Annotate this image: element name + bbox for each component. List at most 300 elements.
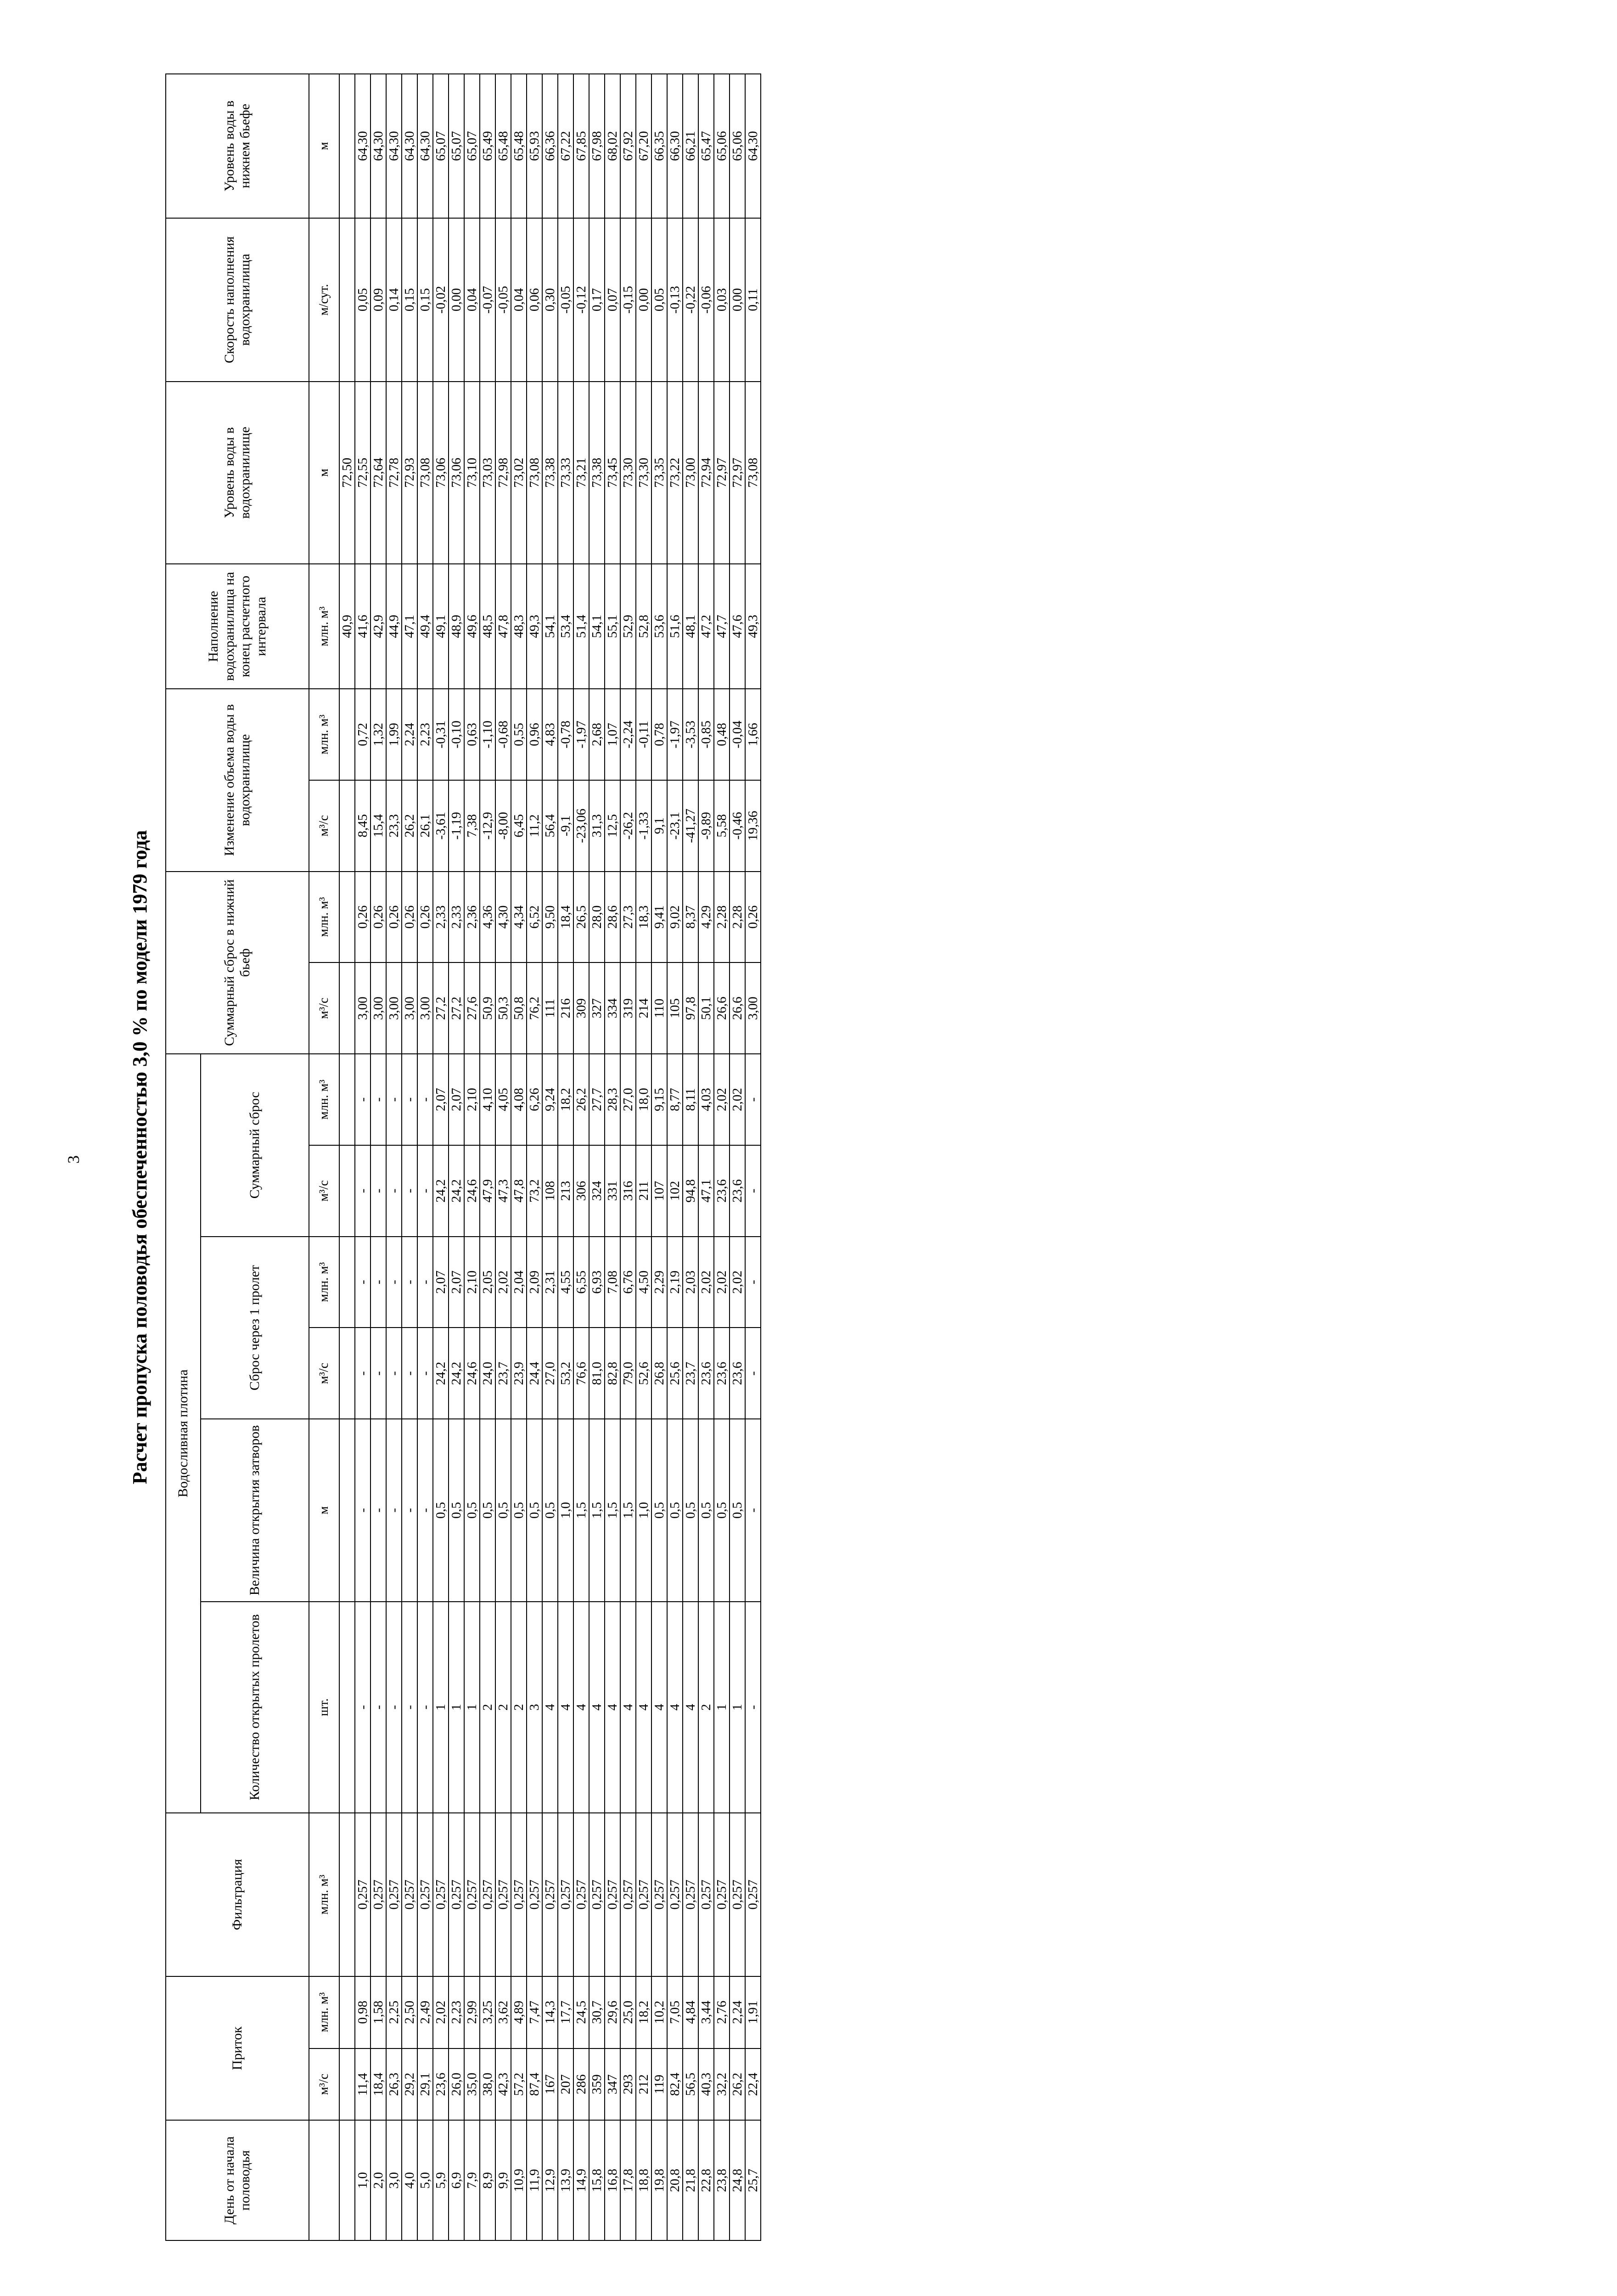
table-cell: -26,2 xyxy=(620,780,636,872)
table-cell: 359 xyxy=(589,2048,605,2121)
table-cell: 4 xyxy=(542,1602,558,1813)
table-cell xyxy=(339,1602,355,1813)
table-cell: 0,15 xyxy=(402,218,417,382)
unit-cell: млн. м³ xyxy=(309,564,339,689)
table-cell: - xyxy=(371,1237,386,1328)
table-cell: 2,23 xyxy=(417,689,433,780)
table-cell: 1,0 xyxy=(355,2120,371,2240)
table-cell: 5,58 xyxy=(714,780,730,872)
table-cell: 73,35 xyxy=(651,382,667,564)
table-cell: 65,06 xyxy=(714,74,730,218)
table-cell: 52,9 xyxy=(620,564,636,689)
table-cell: 26,3 xyxy=(386,2048,402,2121)
table-cell: - xyxy=(745,1328,761,1419)
table-cell: 18,4 xyxy=(371,2048,386,2121)
table-cell: 65,49 xyxy=(480,74,495,218)
table-cell: 293 xyxy=(620,2048,636,2121)
table-cell: - xyxy=(371,1054,386,1145)
table-cell: 22,8 xyxy=(698,2120,714,2240)
table-cell: 1,0 xyxy=(558,1419,573,1602)
table-cell: 7,05 xyxy=(667,1976,683,2048)
table-cell: 3,25 xyxy=(480,1976,495,2048)
table-cell: 8,37 xyxy=(683,872,698,963)
table-cell: 107 xyxy=(651,1145,667,1237)
table-row xyxy=(355,74,371,2240)
table-cell: 2 xyxy=(698,1602,714,1813)
table-cell: 73,08 xyxy=(527,382,542,564)
table-cell: 50,1 xyxy=(698,962,714,1054)
table-cell: 72,93 xyxy=(402,382,417,564)
table-row xyxy=(402,74,417,2240)
table-cell: - xyxy=(355,1419,371,1602)
table-row xyxy=(417,74,433,2240)
table-cell: 76,2 xyxy=(527,962,542,1054)
table-cell: 51,6 xyxy=(667,564,683,689)
table-cell: 41,6 xyxy=(355,564,371,689)
table-cell: 48,9 xyxy=(449,564,464,689)
table-cell: 50,8 xyxy=(511,962,527,1054)
table-cell: 1,91 xyxy=(745,1976,761,2048)
table-cell: 0,257 xyxy=(605,1813,620,1976)
table-cell: 27,0 xyxy=(542,1328,558,1419)
table-cell: -23,1 xyxy=(667,780,683,872)
table-cell: 213 xyxy=(558,1145,573,1237)
table-cell: 23,7 xyxy=(495,1328,511,1419)
table-cell: 72,78 xyxy=(386,382,402,564)
table-cell: -23,06 xyxy=(573,780,589,872)
table-cell: 15,4 xyxy=(371,780,386,872)
table-cell: 4,03 xyxy=(698,1054,714,1145)
table-row xyxy=(714,74,730,2240)
table-cell: -1,33 xyxy=(636,780,651,872)
table-cell: -0,78 xyxy=(558,689,573,780)
table-cell: 49,1 xyxy=(433,564,449,689)
table-cell: 65,06 xyxy=(730,74,745,218)
table-cell: 26,8 xyxy=(651,1328,667,1419)
table-cell: 29,1 xyxy=(417,2048,433,2121)
table-cell: 4 xyxy=(558,1602,573,1813)
table-cell: 0,09 xyxy=(371,218,386,382)
table-cell: -0,05 xyxy=(558,218,573,382)
table-cell: 111 xyxy=(542,962,558,1054)
table-cell: - xyxy=(745,1237,761,1328)
table-cell: 0,96 xyxy=(527,689,542,780)
table-cell: 2,05 xyxy=(480,1237,495,1328)
table-cell: 18,0 xyxy=(636,1054,651,1145)
table-cell: - xyxy=(417,1237,433,1328)
table-cell: 2,02 xyxy=(730,1237,745,1328)
table-cell: 26,0 xyxy=(449,2048,464,2121)
table-cell: - xyxy=(386,1328,402,1419)
table-cell: 0,5 xyxy=(651,1419,667,1602)
table-cell: 24,2 xyxy=(433,1145,449,1237)
table-cell: 1,66 xyxy=(745,689,761,780)
table-cell: 54,1 xyxy=(542,564,558,689)
table-cell: 9,50 xyxy=(542,872,558,963)
table-cell: - xyxy=(402,1602,417,1813)
table-cell xyxy=(339,780,355,872)
table-cell: 6,55 xyxy=(573,1237,589,1328)
header-discharge-one-span: Сброс через 1 пролет xyxy=(201,1237,309,1419)
table-cell: 0,5 xyxy=(667,1419,683,1602)
table-cell: 73,38 xyxy=(542,382,558,564)
table-cell: 23,6 xyxy=(714,1328,730,1419)
table-row xyxy=(620,74,636,2240)
table-cell: 67,22 xyxy=(558,74,573,218)
table-cell: 0,72 xyxy=(355,689,371,780)
table-cell: 3,00 xyxy=(355,962,371,1054)
table-cell: 6,45 xyxy=(511,780,527,872)
table-cell: 49,3 xyxy=(527,564,542,689)
table-cell xyxy=(339,1054,355,1145)
table-cell: 42,9 xyxy=(371,564,386,689)
table-cell: 0,257 xyxy=(402,1813,417,1976)
table-cell: 0,5 xyxy=(511,1419,527,1602)
table-cell: 65,07 xyxy=(464,74,480,218)
table-cell: 72,50 xyxy=(339,382,355,564)
table-cell: 5,0 xyxy=(417,2120,433,2240)
table-cell: 6,52 xyxy=(527,872,542,963)
table-cell: 47,8 xyxy=(511,1145,527,1237)
table-cell: 65,47 xyxy=(698,74,714,218)
table-cell: 65,93 xyxy=(527,74,542,218)
table-cell xyxy=(339,74,355,218)
table-cell: 0,5 xyxy=(542,1419,558,1602)
table-cell: 72,64 xyxy=(371,382,386,564)
unit-cell: млн. м³ xyxy=(309,1054,339,1145)
table-cell: 65,48 xyxy=(511,74,527,218)
table-cell: 2,28 xyxy=(730,872,745,963)
table-cell: 21,8 xyxy=(683,2120,698,2240)
table-cell: 11,4 xyxy=(355,2048,371,2121)
table-cell: 2,24 xyxy=(730,1976,745,2048)
table-cell: 64,30 xyxy=(371,74,386,218)
table-cell: 0,257 xyxy=(667,1813,683,1976)
table-cell: 73,03 xyxy=(480,382,495,564)
table-cell: -0,15 xyxy=(620,218,636,382)
header-inflow: Приток xyxy=(166,1976,309,2121)
table-cell: 52,8 xyxy=(636,564,651,689)
table-cell: 4 xyxy=(573,1602,589,1813)
table-cell: 24,2 xyxy=(449,1328,464,1419)
table-cell: 1,58 xyxy=(371,1976,386,2048)
table-cell: 73,33 xyxy=(558,382,573,564)
table-cell: 0,5 xyxy=(433,1419,449,1602)
table-cell: 2,25 xyxy=(386,1976,402,2048)
table-cell: 19,8 xyxy=(651,2120,667,2240)
table-cell: 26,6 xyxy=(730,962,745,1054)
table-cell: 0,48 xyxy=(714,689,730,780)
table-cell: 0,5 xyxy=(730,1419,745,1602)
table-cell: 1 xyxy=(730,1602,745,1813)
table-cell: - xyxy=(402,1237,417,1328)
table-cell: 2,02 xyxy=(698,1237,714,1328)
table-row xyxy=(698,74,714,2240)
table-cell: 2,10 xyxy=(464,1237,480,1328)
table-row xyxy=(495,74,511,2240)
table-cell: 0,26 xyxy=(417,872,433,963)
table-cell: 68,02 xyxy=(605,74,620,218)
table-cell: 2,76 xyxy=(714,1976,730,2048)
unit-cell: м³/с xyxy=(309,1145,339,1237)
table-cell: - xyxy=(417,1328,433,1419)
table-cell: 9,1 xyxy=(651,780,667,872)
table-cell xyxy=(339,2120,355,2240)
table-cell xyxy=(339,1145,355,1237)
table-cell: 47,3 xyxy=(495,1145,511,1237)
table-cell: 47,9 xyxy=(480,1145,495,1237)
table-cell: 0,5 xyxy=(449,1419,464,1602)
table-cell: 27,7 xyxy=(589,1054,605,1145)
table-cell: 49,6 xyxy=(464,564,480,689)
table-cell: 4,84 xyxy=(683,1976,698,2048)
table-cell: 2,49 xyxy=(417,1976,433,2048)
table-cell: 23,8 xyxy=(714,2120,730,2240)
table-cell: 2,07 xyxy=(433,1237,449,1328)
table-cell: 8,77 xyxy=(667,1054,683,1145)
table-cell: 23,6 xyxy=(730,1328,745,1419)
table-cell: - xyxy=(386,1145,402,1237)
table-row xyxy=(542,74,558,2240)
table-cell: 1 xyxy=(433,1602,449,1813)
table-cell: 0,257 xyxy=(417,1813,433,1976)
table-cell: 1 xyxy=(464,1602,480,1813)
table-cell: 8,45 xyxy=(355,780,371,872)
table-cell: 0,5 xyxy=(480,1419,495,1602)
table-cell: 23,6 xyxy=(714,1145,730,1237)
table-cell: -41,27 xyxy=(683,780,698,872)
table-cell xyxy=(339,962,355,1054)
header-filtration: Фильтрация xyxy=(166,1813,309,1976)
table-cell: 54,1 xyxy=(589,564,605,689)
table-cell: 9,9 xyxy=(495,2120,511,2240)
table-cell: -0,07 xyxy=(480,218,495,382)
table-cell: -9,89 xyxy=(698,780,714,872)
table-cell: 0,04 xyxy=(464,218,480,382)
table-cell: 1,5 xyxy=(573,1419,589,1602)
table-cell: 2 xyxy=(495,1602,511,1813)
table-cell: 24,0 xyxy=(480,1328,495,1419)
table-cell: 64,30 xyxy=(355,74,371,218)
table-cell: - xyxy=(371,1145,386,1237)
table-cell: 2,24 xyxy=(402,689,417,780)
table-cell: - xyxy=(371,1328,386,1419)
table-cell: 4,0 xyxy=(402,2120,417,2240)
table-row xyxy=(683,74,698,2240)
table-cell: 26,2 xyxy=(402,780,417,872)
table-cell: 14,3 xyxy=(542,1976,558,2048)
table-cell: 0,257 xyxy=(651,1813,667,1976)
table-cell xyxy=(339,1237,355,1328)
unit-cell: м/сут. xyxy=(309,218,339,382)
table-cell: 47,1 xyxy=(698,1145,714,1237)
table-cell: 73,38 xyxy=(589,382,605,564)
table-cell xyxy=(339,872,355,963)
table-cell: - xyxy=(371,1419,386,1602)
table-cell xyxy=(339,2048,355,2121)
table-cell: 0,257 xyxy=(480,1813,495,1976)
table-row xyxy=(651,74,667,2240)
table-cell: 14,9 xyxy=(573,2120,589,2240)
table-cell: 73,06 xyxy=(449,382,464,564)
table-cell: 73,30 xyxy=(636,382,651,564)
table-cell: 6,26 xyxy=(527,1054,542,1145)
table-cell: 2,09 xyxy=(527,1237,542,1328)
table-cell: 24,2 xyxy=(449,1145,464,1237)
table-cell: -0,10 xyxy=(449,689,464,780)
table-cell: 0,78 xyxy=(651,689,667,780)
unit-cell: м xyxy=(309,1419,339,1602)
table-cell: 0,257 xyxy=(542,1813,558,1976)
unit-cell: м xyxy=(309,74,339,218)
table-cell: 23,6 xyxy=(698,1328,714,1419)
table-cell: 25,6 xyxy=(667,1328,683,1419)
table-cell: 57,2 xyxy=(511,2048,527,2121)
table-cell: 9,24 xyxy=(542,1054,558,1145)
table-cell: 2,07 xyxy=(449,1237,464,1328)
table-cell: 65,07 xyxy=(433,74,449,218)
table-cell: 2,50 xyxy=(402,1976,417,2048)
table-row xyxy=(433,74,449,2240)
table-cell: 64,30 xyxy=(386,74,402,218)
table-cell: 73,00 xyxy=(683,382,698,564)
table-cell: 27,0 xyxy=(620,1054,636,1145)
table-row xyxy=(527,74,542,2240)
table-cell: - xyxy=(386,1237,402,1328)
table-cell: 0,257 xyxy=(511,1813,527,1976)
table-cell: 0,257 xyxy=(464,1813,480,1976)
table-cell: 2,02 xyxy=(714,1054,730,1145)
table-cell: - xyxy=(371,1602,386,1813)
table-cell: 72,55 xyxy=(355,382,371,564)
table-cell: 7,9 xyxy=(464,2120,480,2240)
table-cell: 15,8 xyxy=(589,2120,605,2240)
table-cell: 23,6 xyxy=(730,1145,745,1237)
table-cell: 2,68 xyxy=(589,689,605,780)
table-cell: 334 xyxy=(605,962,620,1054)
table-cell: 9,15 xyxy=(651,1054,667,1145)
table-cell: 0,257 xyxy=(636,1813,651,1976)
table-cell: 27,2 xyxy=(449,962,464,1054)
table-cell: 35,0 xyxy=(464,2048,480,2121)
table-cell: 0,257 xyxy=(355,1813,371,1976)
table-cell: 64,30 xyxy=(745,74,761,218)
table-cell: 7,47 xyxy=(527,1976,542,2048)
table-cell: - xyxy=(355,1054,371,1145)
table-cell: 26,2 xyxy=(573,1054,589,1145)
table-cell: 4 xyxy=(651,1602,667,1813)
table-cell: 48,3 xyxy=(511,564,527,689)
table-cell: 56,4 xyxy=(542,780,558,872)
table-cell: - xyxy=(386,1602,402,1813)
table-cell: 53,2 xyxy=(558,1328,573,1419)
table-cell: 47,2 xyxy=(698,564,714,689)
table-cell: 2 xyxy=(511,1602,527,1813)
table-row xyxy=(667,74,683,2240)
table-cell: 105 xyxy=(667,962,683,1054)
table-cell: - xyxy=(402,1054,417,1145)
table-cell: 2,02 xyxy=(714,1237,730,1328)
table-cell: 64,30 xyxy=(402,74,417,218)
table-cell: 4,08 xyxy=(511,1054,527,1145)
document-title: Расчет пропуска половодья обеспеченностью 3,0 % по модели 1979 года xyxy=(129,830,151,1485)
table-cell: 3,00 xyxy=(371,962,386,1054)
table-cell: -0,05 xyxy=(495,218,511,382)
table-cell: 0,5 xyxy=(683,1419,698,1602)
table-cell: 4,55 xyxy=(558,1237,573,1328)
table-row xyxy=(371,74,386,2240)
table-cell: -1,19 xyxy=(449,780,464,872)
table-cell: -12,9 xyxy=(480,780,495,872)
table-cell: 2,28 xyxy=(714,872,730,963)
table-cell: 2,31 xyxy=(542,1237,558,1328)
table-cell: -0,22 xyxy=(683,218,698,382)
table-row xyxy=(573,74,589,2240)
table-cell: 24,6 xyxy=(464,1328,480,1419)
table-row xyxy=(745,74,761,2240)
header-open-spans: Количество открытых пролетов xyxy=(201,1602,309,1813)
table-cell: 3,62 xyxy=(495,1976,511,2048)
table-cell: 13,9 xyxy=(558,2120,573,2240)
table-cell: -3,61 xyxy=(433,780,449,872)
table-cell: 0,17 xyxy=(589,218,605,382)
table-cell: 108 xyxy=(542,1145,558,1237)
table-cell: - xyxy=(417,1419,433,1602)
table-cell: 55,1 xyxy=(605,564,620,689)
table-cell: 40,3 xyxy=(698,2048,714,2121)
table-cell: 2,36 xyxy=(464,872,480,963)
unit-cell: м xyxy=(309,382,339,564)
table-cell: 102 xyxy=(667,1145,683,1237)
table-cell: 79,0 xyxy=(620,1328,636,1419)
table-cell: 2,07 xyxy=(449,1054,464,1145)
table-cell: 1 xyxy=(714,1602,730,1813)
table-cell xyxy=(339,1813,355,1976)
table-cell: 4,05 xyxy=(495,1054,511,1145)
table-cell: 25,0 xyxy=(620,1976,636,2048)
table-cell: -0,04 xyxy=(730,689,745,780)
table-cell: 0,257 xyxy=(714,1813,730,1976)
table-cell: 17,8 xyxy=(620,2120,636,2240)
table-cell: 10,2 xyxy=(651,1976,667,2048)
table-cell: 4 xyxy=(636,1602,651,1813)
table-cell: 72,97 xyxy=(730,382,745,564)
table-cell: 4,36 xyxy=(480,872,495,963)
table-cell: 26,5 xyxy=(573,872,589,963)
table-cell: 0,257 xyxy=(620,1813,636,1976)
table-cell: 0,63 xyxy=(464,689,480,780)
table-cell: -0,85 xyxy=(698,689,714,780)
table-cell: 50,3 xyxy=(495,962,511,1054)
table-cell: 0,03 xyxy=(714,218,730,382)
table-cell: 2,02 xyxy=(433,1976,449,2048)
table-cell xyxy=(339,1419,355,1602)
table-cell: 64,30 xyxy=(417,74,433,218)
table-row xyxy=(589,74,605,2240)
table-cell: 6,93 xyxy=(589,1237,605,1328)
table-cell: 3,00 xyxy=(402,962,417,1054)
table-cell: 0,257 xyxy=(449,1813,464,1976)
table-cell: 67,92 xyxy=(620,74,636,218)
table-cell xyxy=(339,1976,355,2048)
table-cell: 48,1 xyxy=(683,564,698,689)
table-cell: 0,257 xyxy=(589,1813,605,1976)
table-cell: 0,15 xyxy=(417,218,433,382)
table-cell: 0,5 xyxy=(698,1419,714,1602)
table-cell: 94,8 xyxy=(683,1145,698,1237)
table-cell: 28,6 xyxy=(605,872,620,963)
table-cell: 8,9 xyxy=(480,2120,495,2240)
